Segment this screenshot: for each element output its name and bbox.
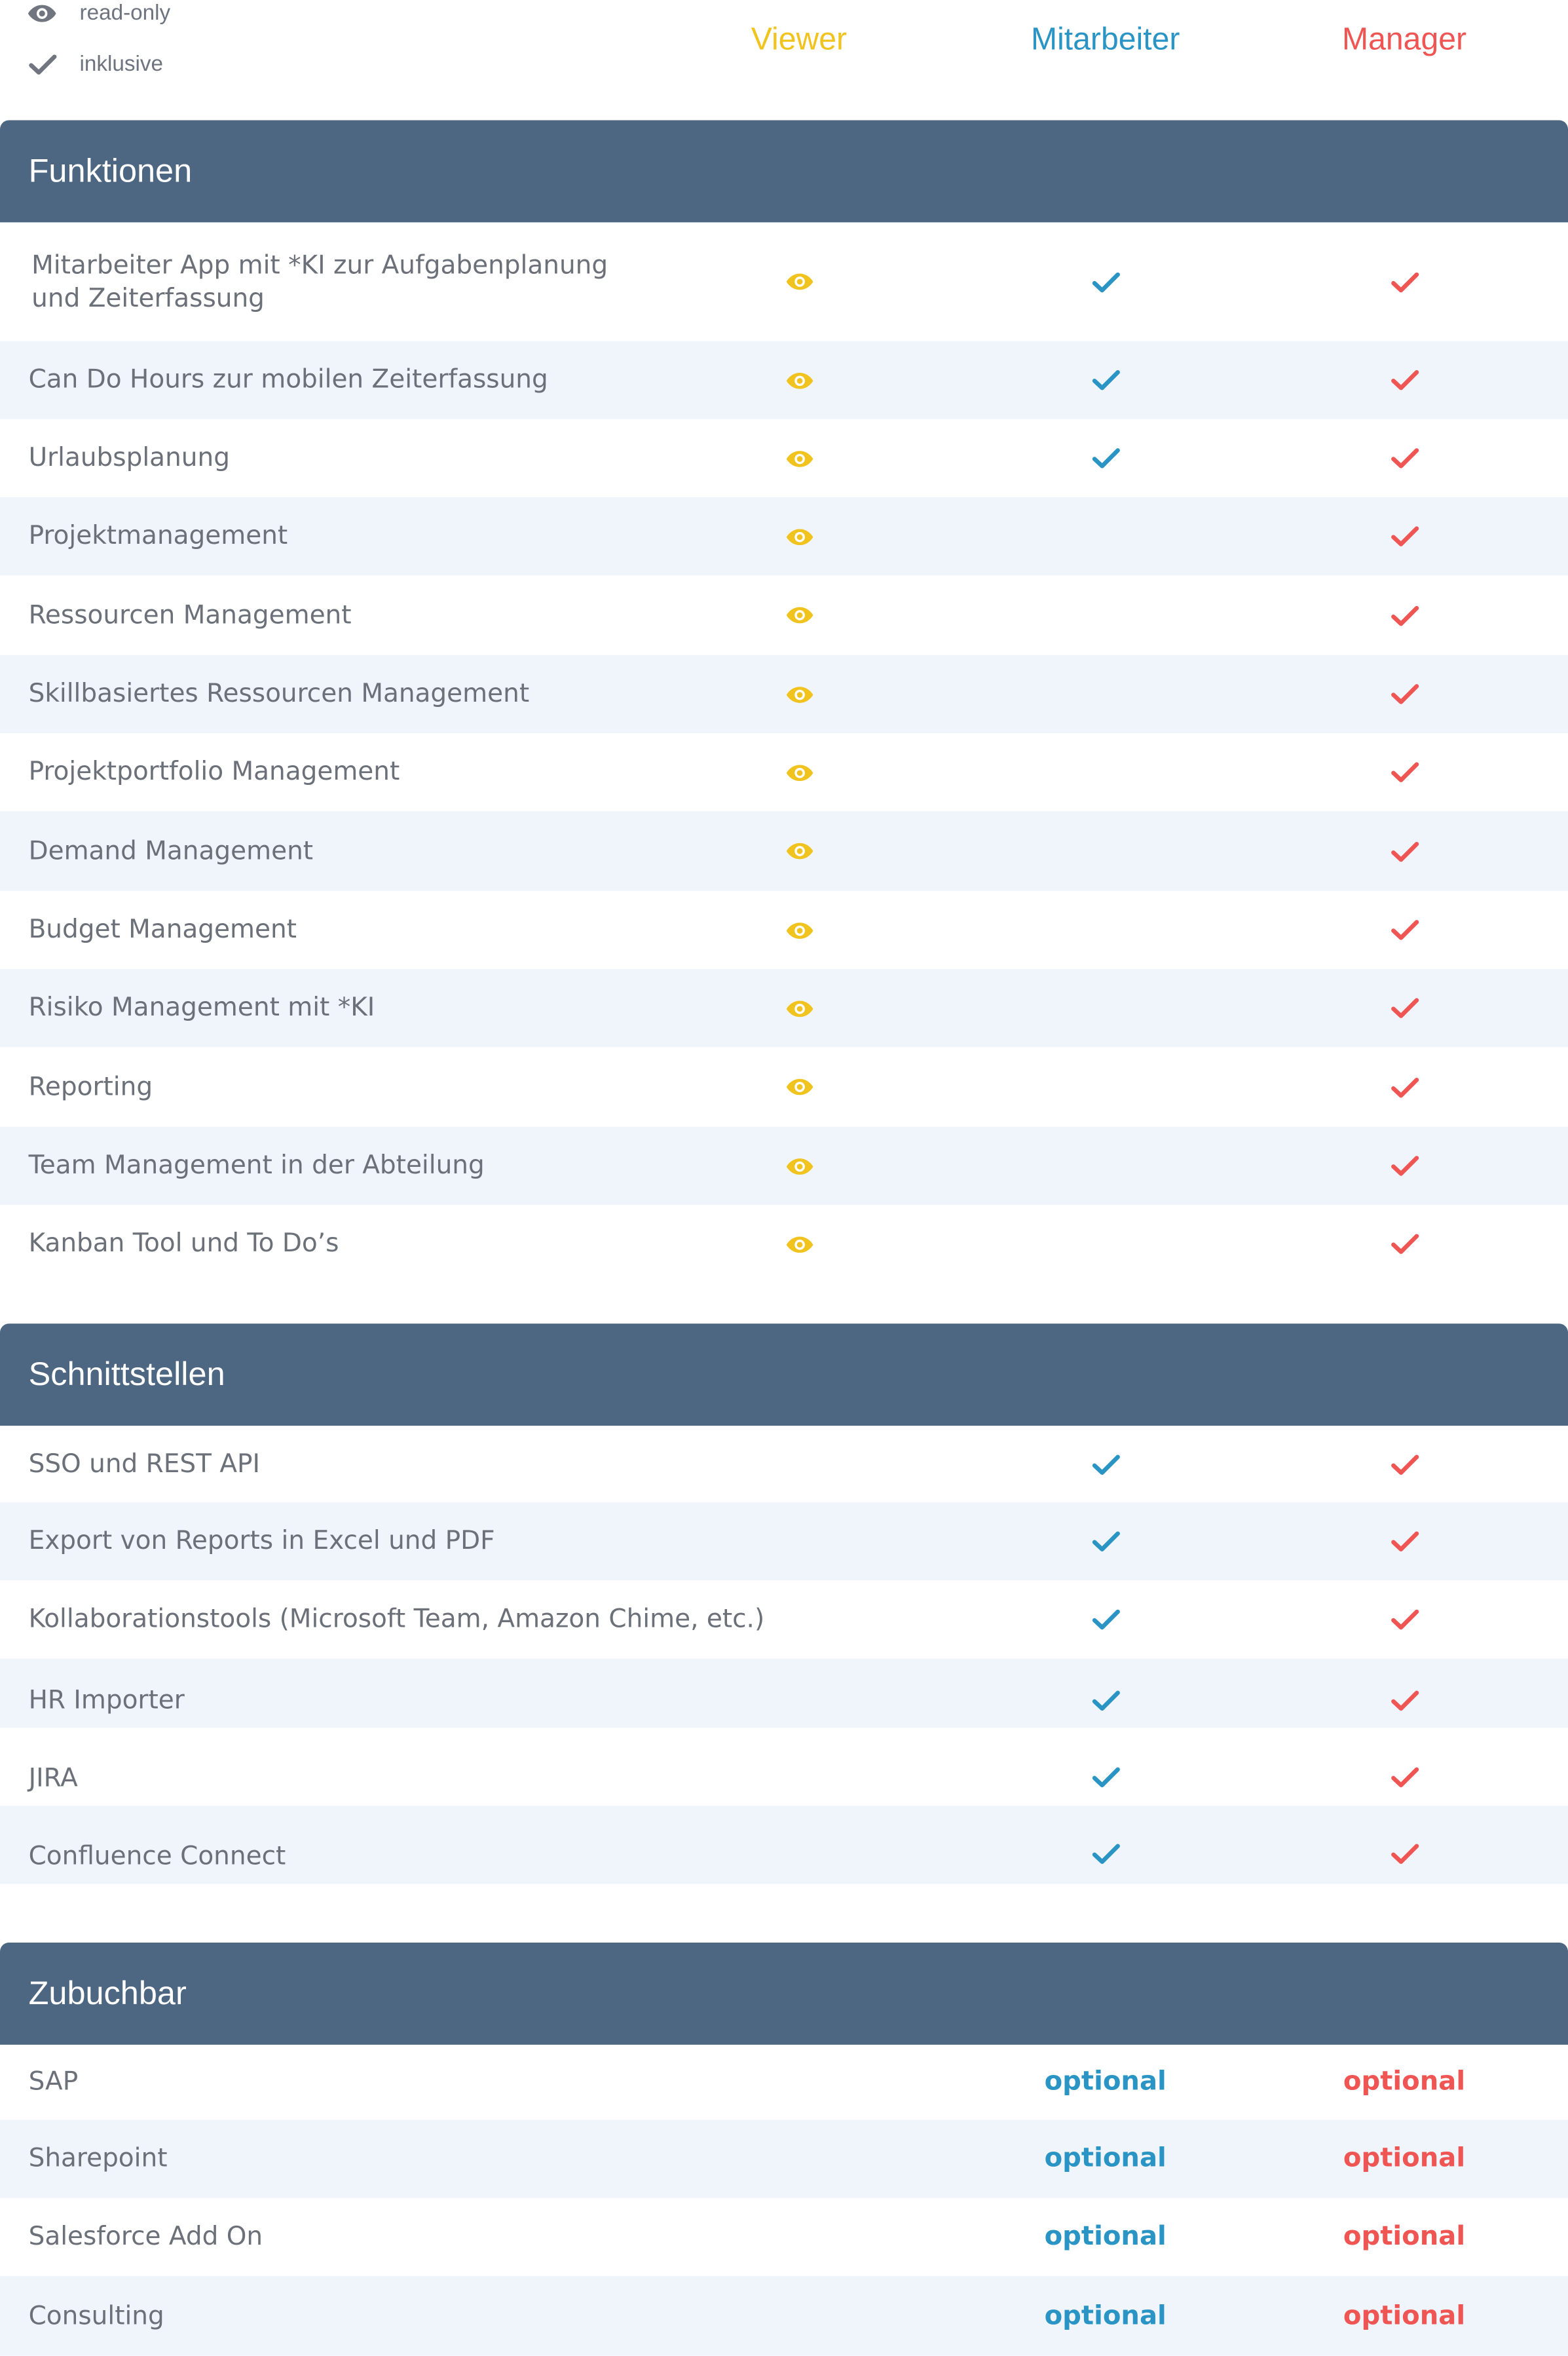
section-header-funktionen bbox=[0, 120, 1568, 222]
manager-cell bbox=[1254, 655, 1555, 733]
mitarbeiter-cell bbox=[955, 419, 1256, 497]
table-row bbox=[0, 1502, 1568, 1580]
viewer-cell bbox=[649, 969, 950, 1047]
eye-icon bbox=[785, 1077, 813, 1097]
row-label: Can Do Hours zur mobilen Zeiterfassung bbox=[28, 365, 548, 396]
check-icon bbox=[1091, 1688, 1120, 1713]
row-label: Projektportfolio Management bbox=[28, 757, 400, 788]
table-row bbox=[0, 1426, 1568, 1502]
eye-icon bbox=[785, 370, 813, 390]
viewer-cell bbox=[649, 891, 950, 969]
check-icon bbox=[1390, 839, 1419, 864]
table-row bbox=[0, 341, 1568, 419]
table-row bbox=[0, 2198, 1568, 2276]
check-icon bbox=[1390, 603, 1419, 628]
mitarbeiter-cell bbox=[955, 1659, 1256, 1728]
legend-included bbox=[27, 52, 163, 77]
check-icon bbox=[1390, 270, 1419, 294]
row-label: Export von Reports in Excel und PDF bbox=[28, 1526, 495, 1557]
eye-icon bbox=[785, 841, 813, 861]
row-label-line: und Zeiterfassung bbox=[31, 283, 265, 314]
table-row bbox=[0, 969, 1568, 1047]
eye-icon bbox=[785, 605, 813, 625]
check-icon bbox=[1390, 918, 1419, 942]
manager-cell bbox=[1254, 733, 1555, 811]
check-icon bbox=[1091, 1842, 1120, 1866]
manager-cell bbox=[1254, 1127, 1555, 1205]
viewer-cell bbox=[649, 497, 950, 575]
column-header-manager: Manager bbox=[1341, 22, 1467, 58]
check-icon bbox=[1390, 1232, 1419, 1256]
table-row bbox=[0, 1806, 1568, 1884]
row-label: Risiko Management mit *KI bbox=[28, 993, 375, 1023]
optional-label: optional bbox=[1343, 2144, 1466, 2175]
row-label: Demand Management bbox=[28, 836, 314, 866]
check-icon bbox=[27, 54, 57, 75]
eye-icon bbox=[785, 527, 813, 546]
optional-label: optional bbox=[1044, 2144, 1167, 2175]
check-icon bbox=[1091, 1765, 1120, 1789]
eye-icon bbox=[785, 1156, 813, 1176]
check-icon bbox=[1390, 446, 1419, 470]
check-icon bbox=[1390, 1075, 1419, 1099]
table-header-bar bbox=[0, 0, 1568, 120]
check-icon bbox=[1390, 760, 1419, 784]
viewer-cell bbox=[649, 733, 950, 811]
row-label: Budget Management bbox=[28, 915, 297, 945]
table-row bbox=[0, 1205, 1568, 1283]
eye-icon bbox=[785, 1234, 813, 1254]
table-row bbox=[0, 2276, 1568, 2356]
section-title: Zubuchbar bbox=[28, 1974, 187, 2012]
row-label: JIRA bbox=[28, 1764, 78, 1794]
row-label: Sharepoint bbox=[28, 2144, 168, 2175]
eye-icon bbox=[785, 448, 813, 468]
manager-cell bbox=[1254, 2276, 1555, 2356]
viewer-cell bbox=[649, 1127, 950, 1205]
check-icon bbox=[1390, 1688, 1419, 1713]
eye-icon bbox=[785, 921, 813, 940]
row-label: SAP bbox=[28, 2067, 79, 2098]
section-header-zubuchbar bbox=[0, 1943, 1568, 2045]
manager-cell bbox=[1254, 497, 1555, 575]
column-header-mitarbeiter: Mitarbeiter bbox=[1030, 22, 1180, 58]
table-row bbox=[0, 811, 1568, 891]
check-icon bbox=[1091, 1608, 1120, 1632]
table-row bbox=[0, 1580, 1568, 1658]
optional-label: optional bbox=[1343, 2300, 1466, 2331]
viewer-cell bbox=[649, 341, 950, 419]
row-label: Kollaborationstools (Microsoft Team, Amazon Chime, etc.) bbox=[28, 1605, 765, 1635]
mitarbeiter-cell bbox=[955, 1426, 1256, 1502]
viewer-cell bbox=[649, 655, 950, 733]
manager-cell bbox=[1254, 2198, 1555, 2276]
table-row bbox=[0, 733, 1568, 811]
eye-icon bbox=[785, 998, 813, 1018]
row-label bbox=[31, 222, 608, 341]
legend-read-only-label: read-only bbox=[79, 1, 171, 26]
manager-cell bbox=[1254, 1580, 1555, 1658]
row-label: Urlaubsplanung bbox=[28, 443, 230, 474]
mitarbeiter-cell bbox=[955, 341, 1256, 419]
optional-label: optional bbox=[1044, 2222, 1167, 2252]
table-row bbox=[0, 1047, 1568, 1127]
manager-cell bbox=[1254, 1728, 1555, 1806]
check-icon bbox=[1390, 1842, 1419, 1866]
check-icon bbox=[1390, 1154, 1419, 1178]
column-header-viewer: Viewer bbox=[751, 22, 848, 58]
viewer-cell bbox=[649, 222, 950, 341]
optional-label: optional bbox=[1343, 2067, 1466, 2098]
check-icon bbox=[1390, 368, 1419, 392]
manager-cell bbox=[1254, 222, 1555, 341]
row-label: Projektmanagement bbox=[28, 521, 288, 552]
row-label: HR Importer bbox=[28, 1685, 185, 1716]
check-icon bbox=[1390, 524, 1419, 548]
legend-included-label: inklusive bbox=[79, 52, 164, 77]
eye-icon bbox=[27, 3, 57, 24]
table-row bbox=[0, 891, 1568, 969]
manager-cell bbox=[1254, 575, 1555, 655]
manager-cell bbox=[1254, 1047, 1555, 1127]
table-row bbox=[0, 575, 1568, 655]
optional-label: optional bbox=[1044, 2067, 1167, 2098]
check-icon bbox=[1390, 1608, 1419, 1632]
section-title: Funktionen bbox=[28, 151, 193, 189]
section-header-schnittstellen bbox=[0, 1323, 1568, 1426]
check-icon bbox=[1091, 446, 1120, 470]
manager-cell bbox=[1254, 811, 1555, 891]
viewer-cell bbox=[649, 575, 950, 655]
check-icon bbox=[1390, 1452, 1419, 1476]
table-row bbox=[0, 655, 1568, 733]
table-row bbox=[0, 2120, 1568, 2198]
row-label: Consulting bbox=[28, 2300, 164, 2331]
viewer-cell bbox=[649, 1205, 950, 1283]
check-icon bbox=[1390, 996, 1419, 1020]
mitarbeiter-cell bbox=[955, 1502, 1256, 1580]
check-icon bbox=[1091, 270, 1120, 294]
table-row bbox=[0, 1127, 1568, 1205]
mitarbeiter-cell bbox=[955, 2198, 1256, 2276]
table-row bbox=[0, 1659, 1568, 1728]
mitarbeiter-cell bbox=[955, 1728, 1256, 1806]
manager-cell bbox=[1254, 1205, 1555, 1283]
section-title: Schnittstellen bbox=[28, 1355, 225, 1393]
row-label: Kanban Tool und To Do’s bbox=[28, 1228, 339, 1259]
row-label: Ressourcen Management bbox=[28, 600, 352, 630]
manager-cell bbox=[1254, 1426, 1555, 1502]
row-label: SSO und REST API bbox=[28, 1449, 261, 1479]
row-label: Team Management in der Abteilung bbox=[28, 1150, 485, 1181]
check-icon bbox=[1390, 1529, 1419, 1553]
manager-cell bbox=[1254, 1502, 1555, 1580]
table-row bbox=[0, 497, 1568, 575]
mitarbeiter-cell bbox=[955, 222, 1256, 341]
eye-icon bbox=[785, 272, 813, 292]
viewer-cell bbox=[649, 419, 950, 497]
mitarbeiter-cell bbox=[955, 1806, 1256, 1884]
table-row bbox=[0, 222, 1568, 341]
manager-cell bbox=[1254, 419, 1555, 497]
row-label: Skillbasiertes Ressourcen Management bbox=[28, 679, 530, 710]
manager-cell bbox=[1254, 2120, 1555, 2198]
manager-cell bbox=[1254, 1659, 1555, 1728]
mitarbeiter-cell bbox=[955, 2276, 1256, 2356]
manager-cell bbox=[1254, 341, 1555, 419]
manager-cell bbox=[1254, 969, 1555, 1047]
check-icon bbox=[1091, 368, 1120, 392]
manager-cell bbox=[1254, 2045, 1555, 2120]
row-label: Reporting bbox=[28, 1072, 153, 1102]
viewer-cell bbox=[649, 811, 950, 891]
row-label: Salesforce Add On bbox=[28, 2222, 263, 2252]
manager-cell bbox=[1254, 891, 1555, 969]
mitarbeiter-cell bbox=[955, 2120, 1256, 2198]
check-icon bbox=[1390, 682, 1419, 706]
optional-label: optional bbox=[1044, 2300, 1167, 2331]
viewer-cell bbox=[649, 1047, 950, 1127]
table-row bbox=[0, 419, 1568, 497]
mitarbeiter-cell bbox=[955, 2045, 1256, 2120]
row-label-line: Mitarbeiter App mit *KI zur Aufgabenplanung bbox=[31, 250, 608, 280]
table-row bbox=[0, 2045, 1568, 2120]
check-icon bbox=[1091, 1452, 1120, 1476]
mitarbeiter-cell bbox=[955, 1580, 1256, 1658]
check-icon bbox=[1091, 1529, 1120, 1553]
check-icon bbox=[1390, 1765, 1419, 1789]
legend-read-only bbox=[27, 1, 170, 26]
table-row bbox=[0, 1728, 1568, 1806]
eye-icon bbox=[785, 685, 813, 704]
manager-cell bbox=[1254, 1806, 1555, 1884]
row-label: Confluence Connect bbox=[28, 1842, 286, 1872]
optional-label: optional bbox=[1343, 2222, 1466, 2252]
eye-icon bbox=[785, 763, 813, 782]
